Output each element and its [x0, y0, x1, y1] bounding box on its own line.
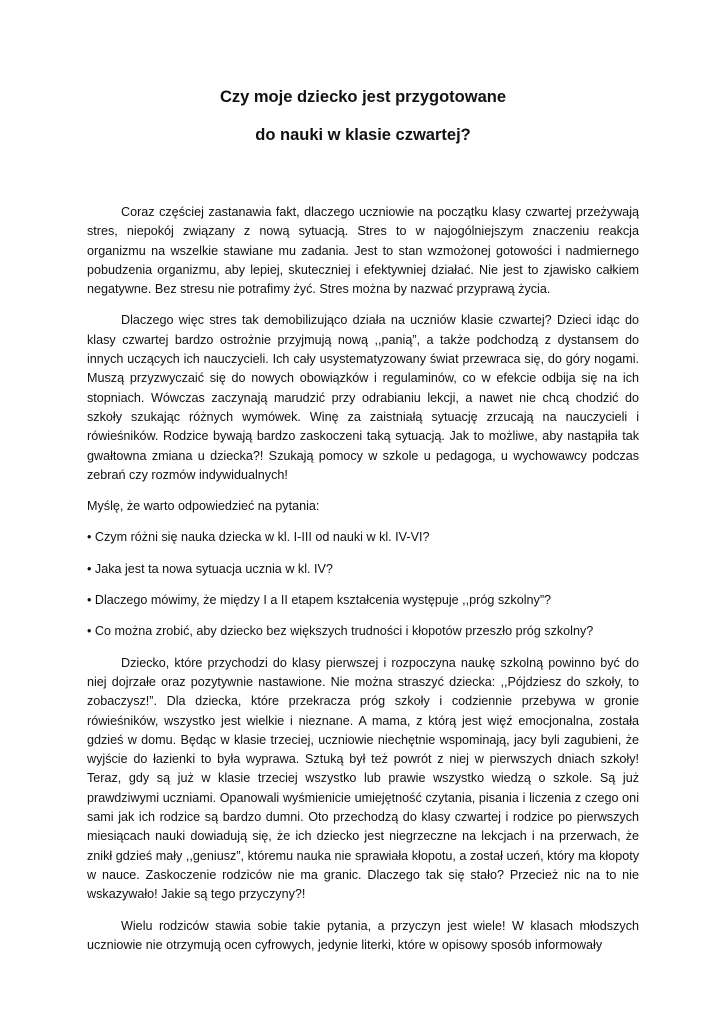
document-title-line-2: do nauki w klasie czwartej? — [255, 126, 471, 144]
paragraph-2: Dlaczego więc stres tak demobilizująco działa na uczniów klasie czwartej? Dzieci idąc do klasy czwartej bardzo ostrożnie przyjmują nową ,,panią”, a także podchodzą z dystansem do innych uczących ich nauczycieli. Ich cały usystematyzowany świat przewraca się, do góry nogami. Muszą przyzwyczaić się do nowych obowiązków i regulaminów, co w efekcie odbija się na ich stopniach. Wówczas zaczynają marudzić przy odrabianiu lekcji, a nawet nie chcą chodzić do szkoły szukając różnych wymówek. Winę za zaistniałą sytuację zrzucają na nauczycieli i rówieśników. Rodzice bywają bardzo zaskoczeni taką sytuacją. Jak to możliwe, aby nastąpiła tak gwałtowna zmiana u dziecka?! Szukają pomocy w szkole u pedagoga, u wychowawcy podczas zebrań czy rozmów indywidualnych! — [87, 313, 639, 482]
question-bullet-2: • Jaka jest ta nowa sytuacja ucznia w kl. IV? — [87, 561, 333, 576]
paragraph-1: Coraz częściej zastanawia fakt, dlaczego uczniowie na początku klasy czwartej przeżywają stres, niepokój związany z nową sytuacją. Stres to w najogólniejszym znaczeniu reakcja organizmu na wszelkie stawiane mu zadania. Jest to stan wzmożonej gotowości i nadmiernego pobudzenia organizmu, aby lepiej, skuteczniej i efektywniej działać. Nie jest to zjawisko całkiem negatywne. Bez stresu nie potrafimy żyć. Stres można by nazwać przyprawą życia. — [87, 205, 639, 297]
paragraph-4: Wielu rodziców stawia sobie takie pytania, a przyczyn jest wiele! W klasach młodszych uczniowie nie otrzymują ocen cyfrowych, jedynie literki, które w opisowy sposób informowały — [87, 918, 639, 952]
document-title-line-1: Czy moje dziecko jest przygotowane — [219, 88, 507, 106]
question-bullet-1: • Czym różni się nauka dziecka w kl. I-III od nauki w kl. IV-VI? — [87, 530, 430, 545]
question-bullet-4: • Co można zrobić, aby dziecko bez większych trudności i kłopotów przeszło próg szkolny? — [87, 624, 594, 639]
paragraph-3: Dziecko, które przychodzi do klasy pierwszej i rozpoczyna naukę szkolną powinno być do niej dojrzałe oraz pozytywnie nastawione. Nie można straszyć dziecka: ,,Pójdziesz do szkoły, to zobaczysz!”. Dla dziecka, które przekracza próg szkoły i codziennie przebywa w gronie rówieśników, wszystko jest wielkie i nieznane. A mama, z którą jest więź emocjonalna, została gdzieś w domu. Będąc w klasie trzeciej, uczniowie niechętnie wspominają, jacy byli zagubieni, że wyjście do łazienki to była wyprawa. Sztuką był też powrót z niej w pierwszych dniach szkoły! Teraz, gdy są już w klasie trzeciej wszystko lub prawie wszystko wiedzą o szkole. Są już prawdziwymi uczniami. Opanowali wyśmienicie umiejętność czytania, pisania i liczenia z czego oni sami jak ich rodzice są bardzo dumni. Oto przechodzą do klasy czwartej i rodzice po pierwszych miesiącach nauki dowiadują się, że ich dziecko jest niegrzeczne na lekcjach i na przerwach, że znikł gdzieś mały ,,geniusz”, któremu nauka nie sprawiała kłopotu, a został uczeń, który ma kłopoty w nauce. Zaskoczenie rodziców nie ma granic. Dlaczego tak się stało? Przecież nic na to nie wskazywało! Jakie są tego przyczyny?! — [87, 655, 639, 902]
questions-intro: Myślę, że warto odpowiedzieć na pytania: — [87, 499, 320, 514]
question-bullet-3: • Dlaczego mówimy, że między I a II etapem kształcenia występuje ,,próg szkolny”? — [87, 593, 552, 608]
